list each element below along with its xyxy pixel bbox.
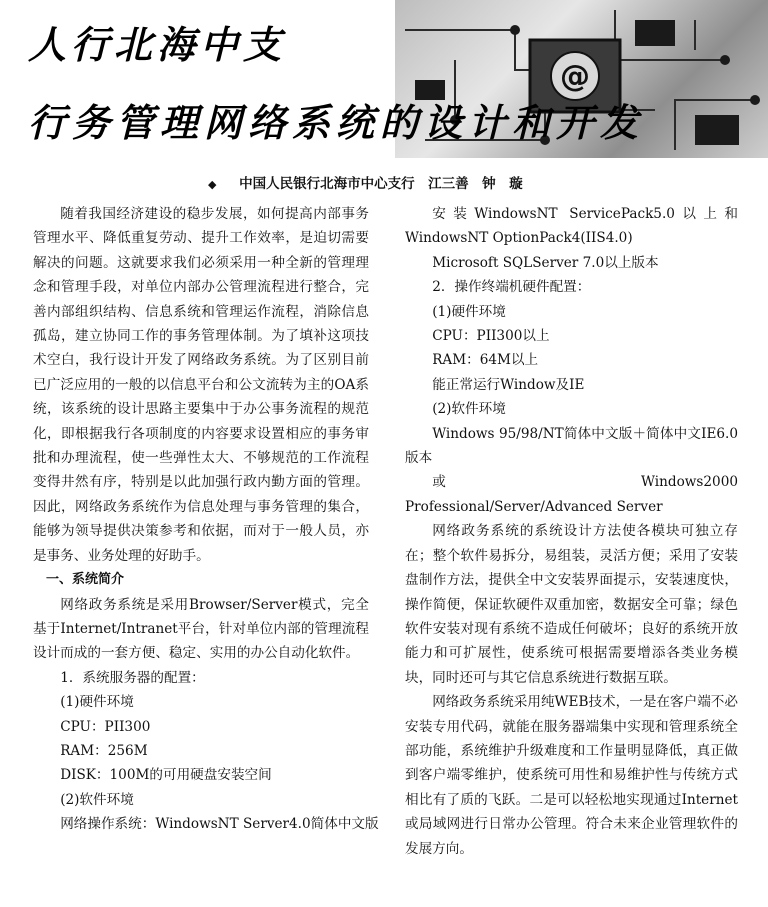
body-paragraph: (1)硬件环境: [432, 303, 506, 320]
body-paragraph: RAM：64M以上: [432, 352, 539, 369]
author-byline: [208, 172, 523, 192]
body-paragraph: Windows 95/98/NT简体中文版＋简体中文IE6.0版本: [405, 425, 738, 467]
right-column: [405, 202, 738, 861]
body-paragraph: 网络政务系统是采用Browser/Server模式，完全基于Internet/Intranet平台，针对单位内部的管理流程设计而成的一套方便、稳定、实用的办公自动化软件。: [33, 596, 369, 662]
svg-text:@: @: [560, 59, 590, 94]
diamond-bullet-icon: ◆: [208, 178, 217, 191]
body-paragraph: 网络政务系统采用纯WEB技术，一是在客户端不必安装专用代码，就能在服务器端集中实现和管理系统全部功能，系统维护升级难度和工作量明显降低，真正做到客户端零维护，使系统可用性和易维护性与传统方式相比有了质的飞跃。二是可以轻松地实现通过Internet或局域网进行日常办公管理。符合未来企业管理软件的发展方向。: [405, 694, 738, 857]
body-paragraph: CPU：PII300以上: [432, 328, 550, 345]
body-paragraph: 或Windows2000 Professional/Server/Advanced Server: [405, 474, 738, 515]
body-paragraph: 随着我国经济建设的稳步发展，如何提高内部事务管理水平、降低重复劳动、提升工作效率，是迫切需要解决的问题。这就要求我们必须采用一种全新的管理理念和管理手段，对单位内部办公管理流程进行整合，完善内部组织结构、信息系统和管理运作流程，消除信息孤岛，建立协同工作的事务管理体制。为了填补这项技术空白，我行设计开发了网络政务系统。为了区别目前已广泛应用的一般的以信息平台和公文流转为主的OA系统，该系统的设计思路主要集中于办公事务流程的规范化，即根据我行各项制度的内容要求设置相应的事务审批和办理流程，使一些弹性太大、不够规范的工作流程变得井然有序，特别是以此加强行政内勤方面的管理。因此，网络政务系统作为信息处理与事务管理的集合，能够为领导提供决策参考和依据，而对于一般人员，亦是事务、业务处理的好助手。: [33, 206, 369, 564]
body-paragraph: 网络政务系统的系统设计方法使各模块可独立存在；整个软件易拆分，易组装，灵活方便；采用了安装盘制作方法，提供全中文安装界面提示，安装速度快，操作简便，保证软硬件双重加密，数据安全可靠；绿色软件安装对现有系统不造成任何破坏；良好的系统开放能力和可扩展性，使系统可根据需要增添各类业务模块，同时还可与其它信息系统进行数据互联。: [405, 523, 738, 686]
body-paragraph: DISK：100M的可用硬盘安装空间: [60, 767, 272, 784]
body-paragraph: Microsoft SQLServer 7.0以上版本: [432, 254, 659, 271]
body-paragraph: 能正常运行Window及IE: [432, 376, 585, 393]
body-paragraph: (2)软件环境: [432, 401, 506, 418]
body-paragraph: (2)软件环境: [60, 791, 134, 808]
body-paragraph: CPU：PII300: [60, 718, 151, 735]
left-column: [33, 202, 379, 837]
article-title-line-1: 人行北海中支: [28, 23, 287, 67]
body-paragraph: 网络操作系统：WindowsNT Server4.0简体中文版: [60, 816, 379, 833]
body-paragraph: 1．系统服务器的配置：: [60, 669, 205, 686]
article-title-line-2: 行务管理网络系统的设计和开发: [28, 101, 645, 145]
body-paragraph: (1)硬件环境: [60, 694, 134, 711]
body-paragraph: 2．操作终端机硬件配置：: [432, 279, 591, 296]
byline-text: 中国人民银行北海市中心支行 江三善 钟 璇: [239, 176, 523, 192]
body-paragraph: 安装WindowsNT ServicePack5.0以上和WindowsNT OptionPack4(IIS4.0): [405, 206, 738, 247]
section-heading: 一、系统简介: [46, 572, 125, 588]
body-paragraph: RAM：256M: [60, 742, 148, 759]
